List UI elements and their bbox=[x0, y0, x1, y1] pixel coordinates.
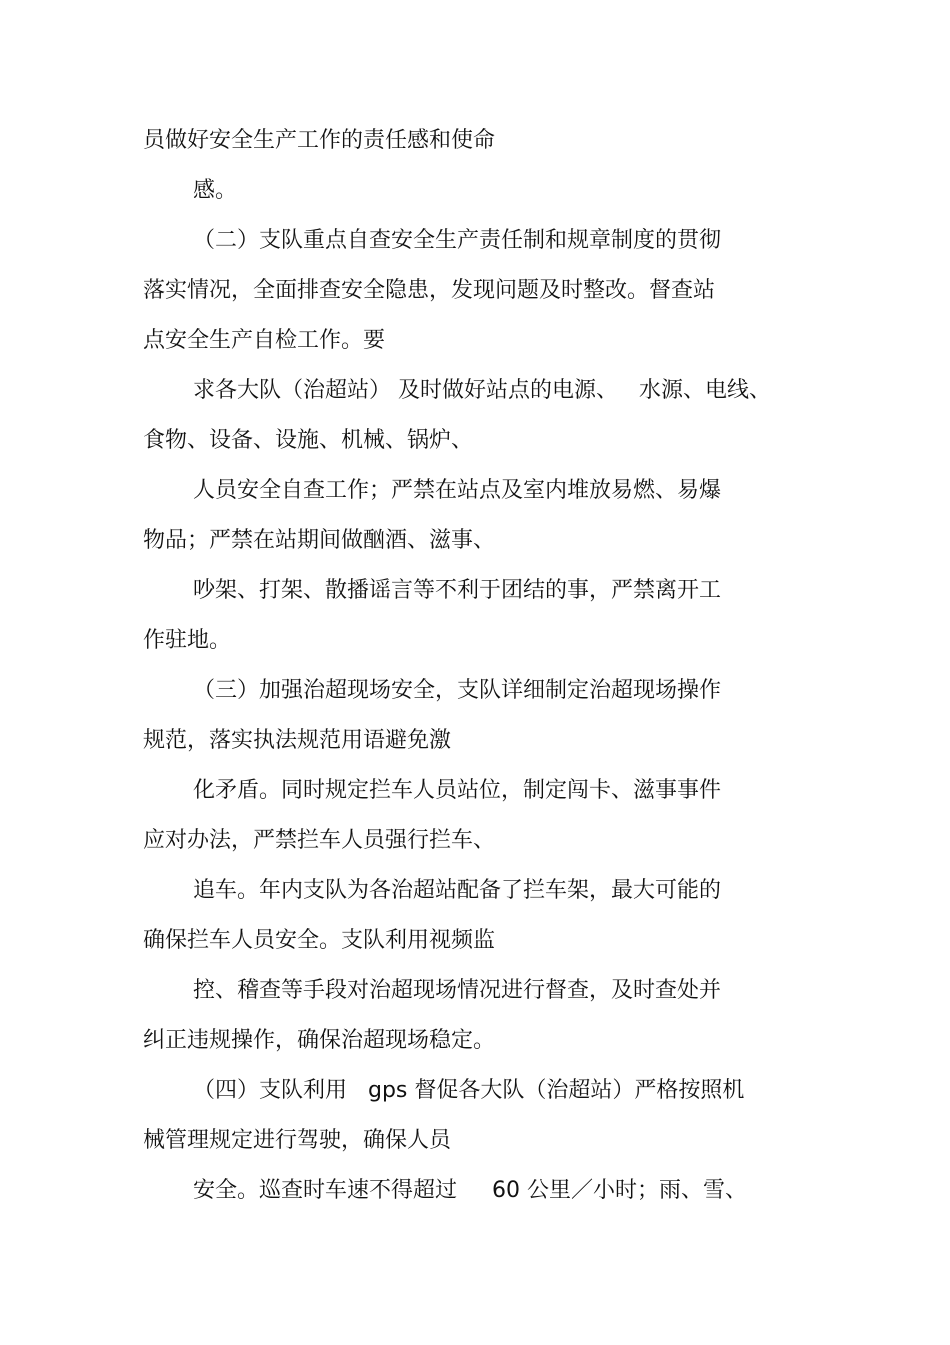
text-line: 作驻地。 bbox=[143, 628, 232, 653]
text-line: 感。 bbox=[193, 178, 238, 203]
text-line: 食物、设备、设施、机械、锅炉、 bbox=[143, 428, 474, 453]
text-line: 化矛盾。同时规定拦车人员站位，制定闯卡、滋事事件 bbox=[193, 778, 722, 803]
text-line: 落实情况，全面排查安全隐患，发现问题及时整改。督查站 bbox=[143, 278, 716, 303]
text-line: （三）加强治超现场安全，支队详细制定治超现场操作 bbox=[193, 678, 722, 703]
text-line: 追车。年内支队为各治超站配备了拦车架，最大可能的 bbox=[193, 878, 722, 903]
text-line: 应对办法，严禁拦车人员强行拦车、 bbox=[143, 828, 496, 853]
text-line: （二）支队重点自查安全生产责任制和规章制度的贯彻 bbox=[193, 228, 722, 253]
text-line: 控、稽查等手段对治超现场情况进行督查，及时查处并 bbox=[193, 978, 722, 1003]
text-line: 纠正违规操作，确保治超现场稳定。 bbox=[143, 1028, 496, 1053]
text-line: 人员安全自查工作；严禁在站点及室内堆放易燃、易爆 bbox=[193, 478, 722, 503]
text-line: 械管理规定进行驾驶，确保人员 bbox=[143, 1128, 452, 1153]
text-line: 安全。巡查时车速不得超过 60 公里／小时；雨、雪、 bbox=[193, 1178, 747, 1203]
text-line: 吵架、打架、散播谣言等不利于团结的事，严禁离开工 bbox=[193, 578, 722, 603]
text-line: 点安全生产自检工作。要 bbox=[143, 328, 386, 353]
text-line: 物品；严禁在站期间做酗酒、滋事、 bbox=[143, 528, 496, 553]
text-line: 员做好安全生产工作的责任感和使命 bbox=[143, 128, 496, 153]
text-line: 求各大队（治超站） 及时做好站点的电源、 水源、电线、 bbox=[193, 378, 771, 403]
text-line: 规范，落实执法规范用语避免激 bbox=[143, 728, 452, 753]
text-line: 确保拦车人员安全。支队利用视频监 bbox=[143, 928, 496, 953]
text-line: （四）支队利用 gps 督促各大队（治超站）严格按照机 bbox=[193, 1078, 745, 1103]
